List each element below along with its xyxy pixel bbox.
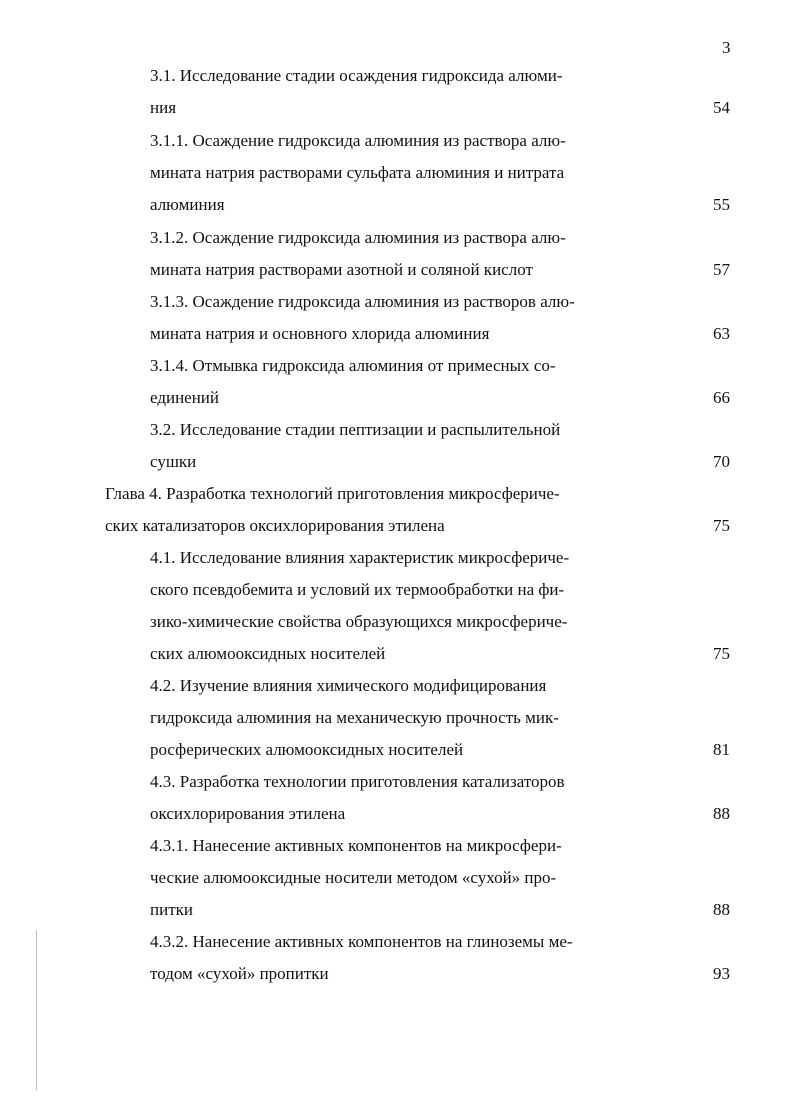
toc-entry-11-line-1: тодом «сухой» пропитки [150,964,329,983]
toc-entry-9-line-0: 4.3. Разработка технологии приготовления катализаторов [150,772,565,791]
toc-entry-11-page: 93 [713,964,730,983]
toc-entry-1-page: 55 [713,195,730,214]
toc-entry-0-line-1: ния [150,98,177,117]
toc-entry-1-line-0: 3.1.1. Осаждение гидроксида алюминия из раствора алю- [150,131,566,150]
toc-entry-4-page: 66 [713,388,730,407]
toc-entry-5-line-1: сушки [150,452,197,471]
toc-entry-7-page: 75 [713,644,730,663]
scan-artifact [36,930,37,1090]
toc-entry-0-page: 54 [713,98,730,117]
toc-entry-10-line-0: 4.3.1. Нанесение активных компонентов на микросфери- [150,836,562,855]
toc-entry-0-line-0: 3.1. Исследование стадии осаждения гидроксида алюми- [150,66,563,85]
toc-entry-2-line-0: 3.1.2. Осаждение гидроксида алюминия из раствора алю- [150,228,566,247]
toc-entry-4-line-0: 3.1.4. Отмывка гидроксида алюминия от примесных со- [150,356,556,375]
toc-entry-6-line-0: Глава 4. Разработка технологий приготовления микросфериче- [105,484,560,503]
toc-entry-2-page: 57 [713,260,730,279]
toc-entry-9-page: 88 [713,804,730,823]
toc-entry-5-line-0: 3.2. Исследование стадии пептизации и распылительной [150,420,561,439]
toc-entry-8-page: 81 [713,740,730,759]
toc-entry-10-line-1: ческие алюмооксидные носители методом «сухой» про- [150,868,557,887]
toc-entry-8-line-0: 4.2. Изучение влияния химического модифицирования [150,676,547,695]
toc-entry-10-line-2: питки [150,900,193,919]
toc-entry-8-line-1: гидроксида алюминия на механическую прочность мик- [150,708,559,727]
toc-entry-10-page: 88 [713,900,730,919]
toc-entry-7-line-0: 4.1. Исследование влияния характеристик микросфериче- [150,548,570,567]
toc-entry-5-page: 70 [713,452,730,471]
toc-entry-6-line-1: ских катализаторов оксихлорирования этилена [105,516,445,535]
toc-entry-9-line-1: оксихлорирования этилена [150,804,346,823]
toc-entry-11-line-0: 4.3.2. Нанесение активных компонентов на глиноземы ме- [150,932,573,951]
toc-entry-3-line-1: мината натрия и основного хлорида алюминия [150,324,490,343]
toc-entry-3-page: 63 [713,324,730,343]
toc-entry-1-line-2: алюминия [150,195,225,214]
toc-entry-7-line-1: ского псевдобемита и условий их термообработки на фи- [150,580,565,599]
toc-entry-2-line-1: мината натрия растворами азотной и соляной кислот [150,260,533,279]
toc-entry-7-line-3: ских алюмооксидных носителей [150,644,386,663]
toc-entry-1-line-1: мината натрия растворами сульфата алюминия и нитрата [150,163,565,182]
toc-entry-7-line-2: зико-химические свойства образующихся микросфериче- [150,612,568,631]
toc-entry-6-page: 75 [713,516,730,535]
toc-entry-8-line-2: росферических алюмооксидных носителей [150,740,464,759]
page-number: 3 [722,38,731,57]
toc-entry-4-line-1: единений [150,388,220,407]
toc-entry-3-line-0: 3.1.3. Осаждение гидроксида алюминия из растворов алю- [150,292,575,311]
